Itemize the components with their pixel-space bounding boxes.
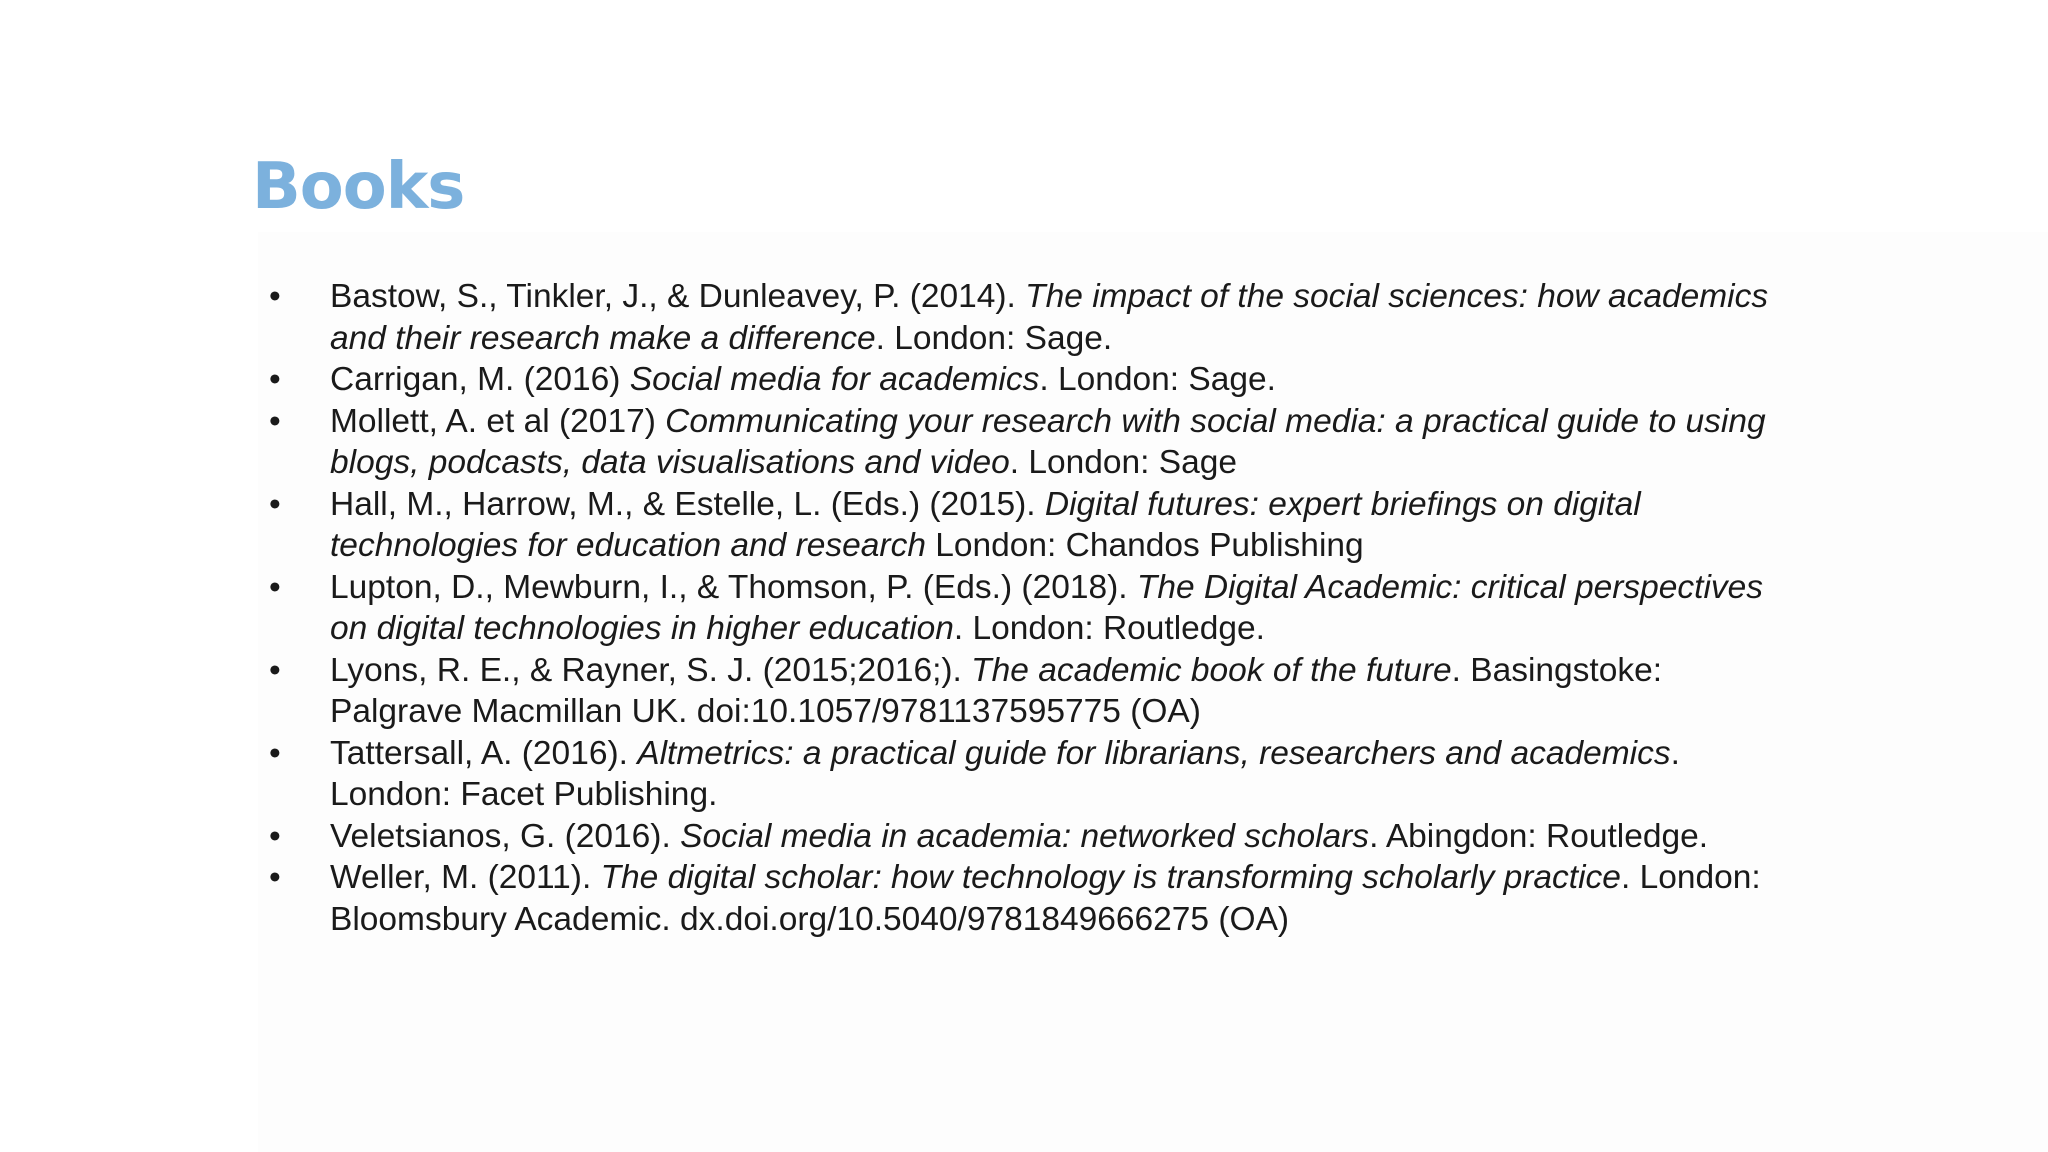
reference-item: [266, 484, 1786, 567]
reference-publisher: . London: Sage.: [1039, 361, 1276, 398]
reference-item: [266, 567, 1786, 650]
reference-publisher: . London: Sage: [1009, 444, 1237, 481]
bullet-icon: •: [269, 402, 281, 440]
reference-publisher: . London: Routledge.: [953, 610, 1265, 647]
bullet-icon: •: [269, 568, 281, 606]
reference-authors: Hall, M., Harrow, M., & Estelle, L. (Eds.) (2015).: [330, 485, 1045, 523]
reference-authors: Veletsianos, G. (2016).: [330, 817, 681, 855]
reference-item: [266, 359, 1786, 401]
reference-authors: Lyons, R. E., & Rayner, S. J. (2015;2016;).: [330, 651, 972, 689]
reference-authors: Bastow, S., Tinkler, J., & Dunleavey, P. (2014).: [330, 278, 1026, 315]
reference-title: Digital futures: expert briefings on digital technologies for education and research: [330, 485, 1641, 564]
reference-authors: Lupton, D., Mewburn, I., & Thomson, P. (Eds.) (2018).: [330, 568, 1137, 606]
reference-publisher: . London: Sage.: [875, 319, 1113, 357]
reference-title: The digital scholar: how technology is transforming scholarly practice: [600, 859, 1621, 896]
reference-item: [266, 401, 1786, 484]
reference-authors: Weller, M. (2011).: [330, 859, 601, 896]
reference-publisher: . London: Facet Publishing.: [330, 734, 1680, 813]
bullet-icon: •: [269, 361, 281, 398]
reference-authors: Mollett, A. et al (2017): [330, 402, 666, 440]
reference-title: Communicating your research with social media: a practical guide to using blogs, podcasts, data visualisations and video: [330, 402, 1766, 481]
bullet-icon: •: [269, 817, 281, 855]
reference-item: [266, 816, 1786, 858]
reference-publisher: London: Chandos Publishing: [925, 527, 1364, 564]
bullet-icon: •: [269, 485, 281, 523]
bullet-icon: •: [269, 651, 281, 689]
reference-title: The academic book of the future: [971, 651, 1452, 689]
reference-title: Social media in academia: networked scholars: [680, 817, 1370, 855]
reference-publisher: . Basingstoke: Palgrave Macmillan UK. doi:10.1057/9781137595775 (OA): [330, 651, 1663, 730]
reference-publisher: . London: Bloomsbury Academic. dx.doi.org/10.5040/9781849666275 (OA): [330, 859, 1761, 938]
reference-item: [266, 857, 1786, 940]
reference-authors: Tattersall, A. (2016).: [330, 734, 638, 772]
reference-publisher: . Abingdon: Routledge.: [1369, 817, 1709, 855]
reference-title: The impact of the social sciences: how academics and their research make a difference: [330, 278, 1769, 357]
reference-item: [266, 650, 1786, 733]
bullet-icon: •: [269, 734, 281, 772]
reference-authors: Carrigan, M. (2016): [330, 361, 630, 398]
slide-title: Books: [252, 150, 465, 224]
reference-item: [266, 276, 1786, 359]
reference-title: Social media for academics: [629, 361, 1040, 398]
bullet-icon: •: [269, 278, 281, 315]
bullet-icon: •: [269, 859, 281, 896]
reference-title: Altmetrics: a practical guide for librarians, researchers and academics: [637, 734, 1671, 772]
reference-title: The Digital Academic: critical perspectives on digital technologies in higher education: [330, 568, 1764, 647]
reference-list: [266, 276, 1786, 940]
reference-item: [266, 733, 1786, 816]
